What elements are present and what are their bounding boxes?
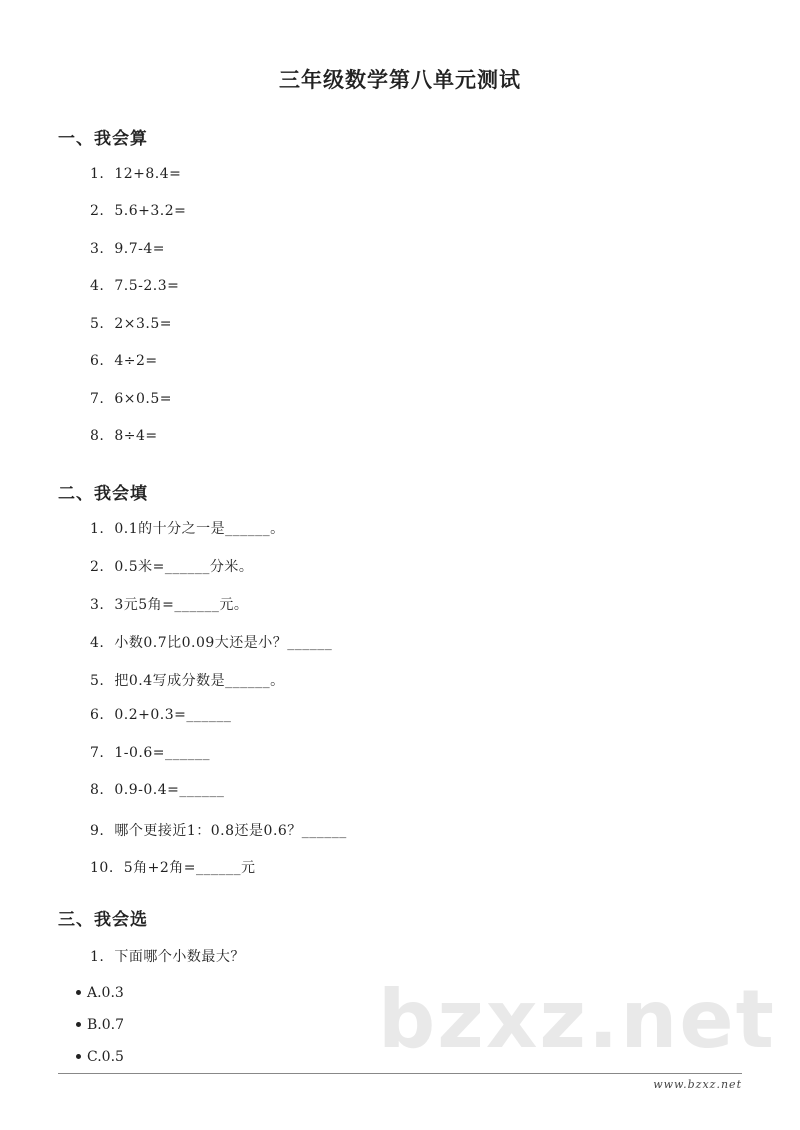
question-number: 8. — [90, 782, 105, 798]
question-number: 6. — [90, 707, 105, 723]
section-heading-calculate: 一、我会算 — [58, 129, 148, 149]
question-number: 7. — [90, 745, 105, 761]
question-number: 5. — [90, 673, 105, 689]
question-text: 哪个更接近1：0.8还是0.6？______ — [114, 823, 347, 839]
section-heading-choose: 三、我会选 — [58, 910, 148, 930]
question-number: 7. — [90, 391, 105, 407]
question-text: 6×0.5= — [114, 391, 172, 407]
question-item — [90, 670, 285, 690]
question-number: 4. — [90, 635, 105, 651]
section-heading-fill-in: 二、我会填 — [58, 484, 148, 504]
question-number: 8. — [90, 428, 105, 444]
question-text: 0.9-0.4=______ — [114, 782, 225, 798]
question-text: 12+8.4= — [114, 166, 182, 182]
bullet-icon — [76, 990, 81, 995]
question-number: 5. — [90, 316, 105, 332]
question-item — [90, 518, 285, 538]
bullet-icon — [76, 1022, 81, 1027]
question-number: 2. — [90, 203, 105, 219]
question-item — [90, 946, 245, 966]
footer-divider — [58, 1073, 742, 1074]
question-text: 小数0.7比0.09大还是小？______ — [114, 635, 333, 651]
question-text: 把0.4写成分数是______。 — [114, 673, 285, 689]
question-item — [90, 707, 231, 723]
question-text: 3元5角=______元。 — [114, 597, 249, 613]
question-text: 8÷4= — [114, 428, 158, 444]
question-text: 9.7-4= — [114, 241, 165, 257]
question-item — [90, 241, 165, 257]
question-text: 1-0.6=______ — [114, 745, 210, 761]
question-item — [90, 556, 253, 576]
choice-option[interactable] — [76, 985, 124, 1001]
question-text: 0.1的十分之一是______。 — [114, 521, 285, 537]
footer-url: www.bzxz.net — [653, 1078, 742, 1091]
question-number: 2. — [90, 559, 105, 575]
question-number: 1. — [90, 166, 105, 182]
choice-option-label: A.0.3 — [87, 985, 124, 1001]
question-item — [90, 745, 210, 761]
question-number: 3. — [90, 241, 105, 257]
question-number: 1. — [90, 949, 105, 965]
question-item — [90, 166, 181, 182]
question-text: 7.5-2.3= — [114, 278, 180, 294]
question-number: 10. — [90, 860, 114, 876]
choice-option[interactable] — [76, 1017, 124, 1033]
question-text: 5.6+3.2= — [114, 203, 187, 219]
question-number: 9. — [90, 823, 105, 839]
page-title: 三年级数学第八单元测试 — [279, 67, 521, 92]
question-item — [90, 316, 172, 332]
question-text: 2×3.5= — [114, 316, 172, 332]
question-item — [90, 278, 179, 294]
question-text: 0.2+0.3=______ — [114, 707, 232, 723]
question-item — [90, 782, 224, 798]
bullet-icon — [76, 1054, 81, 1059]
question-text: 4÷2= — [114, 353, 158, 369]
question-number: 3. — [90, 597, 105, 613]
choice-option-label: B.0.7 — [87, 1017, 125, 1033]
question-item — [90, 428, 158, 444]
question-item — [90, 353, 158, 369]
question-number: 6. — [90, 353, 105, 369]
question-text: 0.5米=______分米。 — [114, 559, 254, 575]
choice-option[interactable] — [76, 1049, 124, 1065]
question-text: 5角+2角=______元 — [123, 860, 256, 876]
question-number: 1. — [90, 521, 105, 537]
question-item — [90, 391, 172, 407]
question-item — [90, 857, 256, 877]
question-text: 下面哪个小数最大？ — [114, 949, 245, 965]
question-item — [90, 203, 186, 219]
watermark: bzxz.net — [378, 973, 776, 1066]
choice-option-label: C.0.5 — [87, 1049, 124, 1065]
question-item — [90, 820, 347, 840]
question-number: 4. — [90, 278, 105, 294]
question-item — [90, 594, 248, 614]
question-item — [90, 632, 332, 652]
